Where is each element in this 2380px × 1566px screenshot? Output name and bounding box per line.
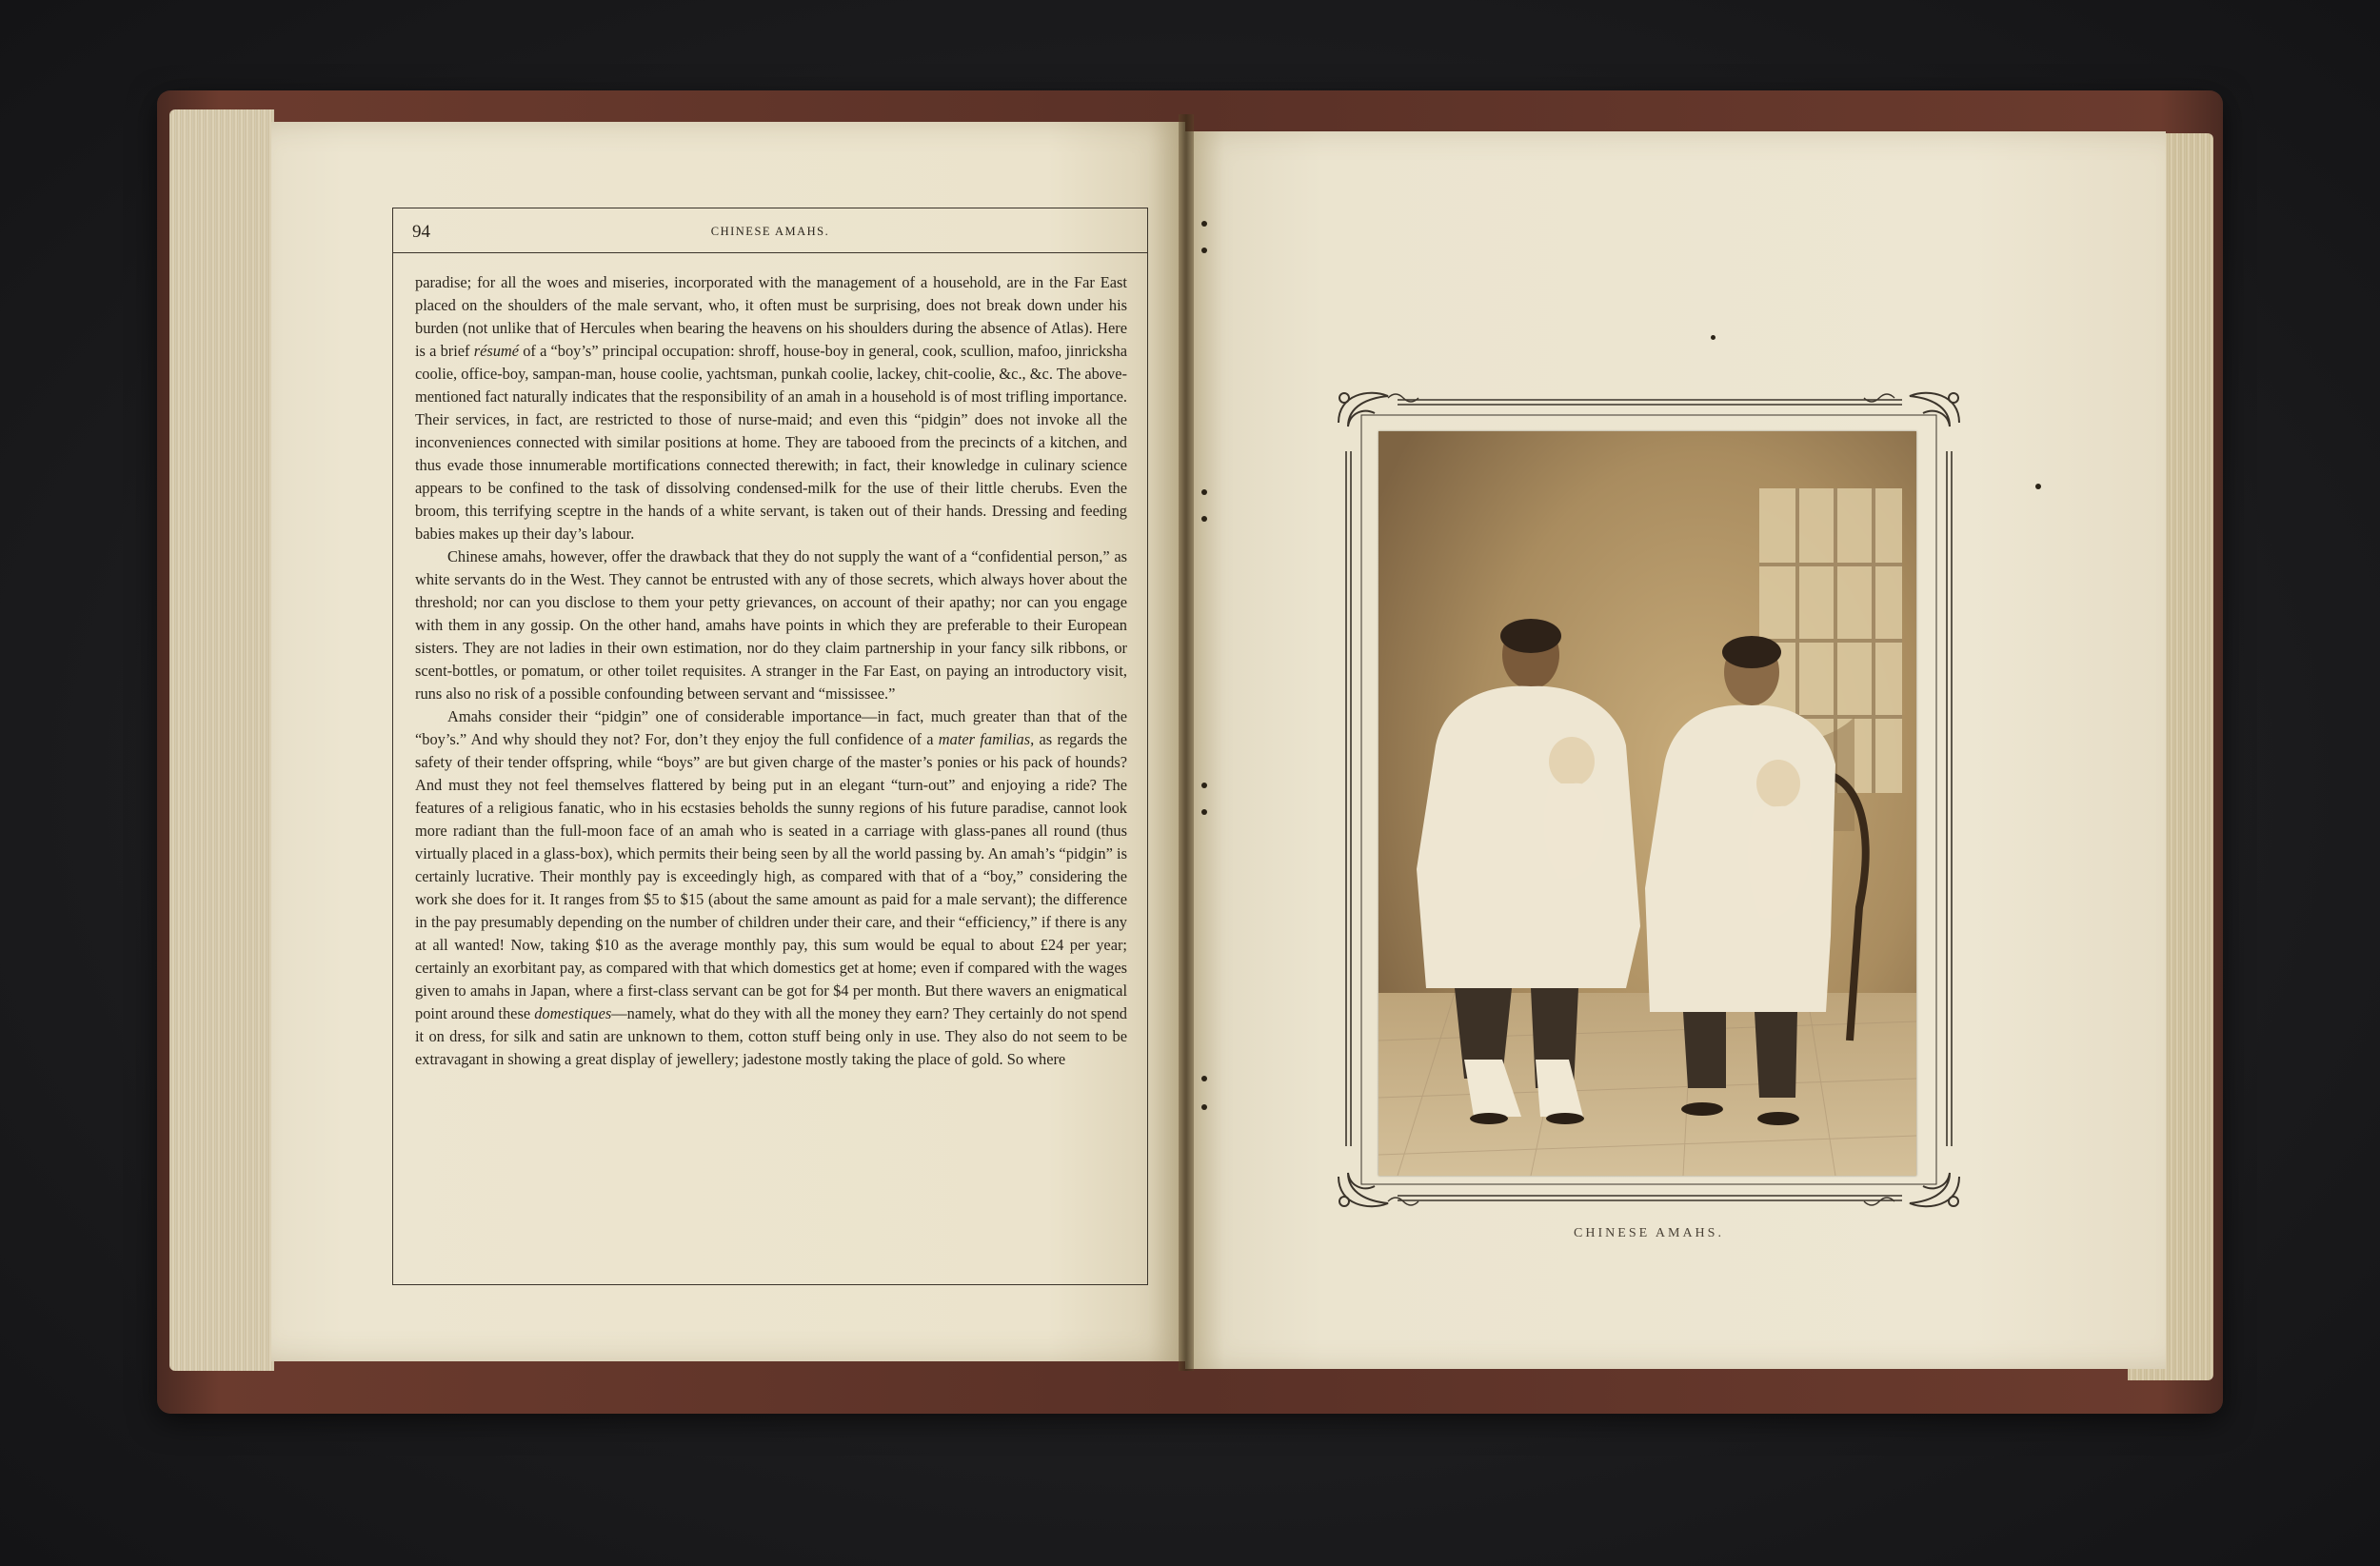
- stitch-hole: [1201, 221, 1207, 227]
- text-block-frame: [392, 208, 1148, 1285]
- text-run: of a “boy’s” principal occupation: shroff, house-boy in general, cook, scullion, mafoo, jinricksha coolie, office-boy, sampan-man, house coolie, yachtsman, punkah coolie, lackey, chit-coolie, &c., &c. The above-mentioned fact naturally indicates that the responsibility of an amah in a household is of most trifling importance. Their services, in fact, are restricted to those of nurse-maid; and even this “pidgin” does not invoke all the inconveniences connected with similar positions at home. They are tabooed from the precincts of a kitchen, and thus evade those innumerable mortifications connected therewith; in fact, their knowledge in culinary science appears to be confined to the task of dissolving condensed-milk for the use of their little cherubs. Even the broom, this terrifying sceptre in the hands of a white servant, is taken out of their hands. Dressing and feeding babies makes up their day’s labour.: [415, 342, 1127, 543]
- book-gutter: [1179, 114, 1194, 1371]
- body-paragraph: [415, 545, 1127, 705]
- text-run: as regards the safety of their tender offspring, while “boys” are but given charge of the master’s ponies or his pack of hounds? And must they not feel themselves flattered by being put in an elegant “turn-out” and enjoying a ride? The features of a religious fanatic, who in his ecstasies beholds the sunny regions of his future paradise, cannot look more radiant than the full-moon face of an amah who is seated in a carriage with glass-panes all round (thus virtually placed in a glass-box), which permits their being seen by all the world passing by. An amah’s “pidgin” is certainly lucrative. Their monthly pay is exceedingly high, as compared with that of a “boy,” considering the work she does for it. It ranges from $5 to $15 (about the same amount as paid for a male servant); the difference in the pay presumably depending on the number of children under their care, and their “efficiency,” if there is any at all wanted! Now, taking $10 as the average monthly pay, this sum would be equal to about £24 per year; certainly an exorbitant pay, as compared with that which domestics get at home; even if compared with the wages given to amahs in Japan, where a first-class servant can be got for $4 per month. But there wavers an enigmatical point around these: [415, 730, 1127, 1022]
- amahs-photograph: [1378, 431, 1916, 1176]
- body-text: [415, 271, 1127, 1071]
- stitch-hole: [1201, 1104, 1207, 1110]
- body-paragraph: [415, 271, 1127, 545]
- stitch-hole: [1201, 1076, 1207, 1081]
- text-run: —namely, what do they with all the money they earn? They certainly do not spend it on dress, for silk and satin are unknown to them, cotton stuff being only in use. They also do not seem to be extravagant in showing a great display of jewellery; jadestone mostly taking the place of gold. So where: [415, 1004, 1127, 1068]
- stitch-hole: [1201, 248, 1207, 253]
- italic-phrase: domestiques: [534, 1004, 612, 1022]
- text-run: Chinese amahs, however, offer the drawback that they do not supply the want of a “confidential person,” as white servants do in the West. They cannot be entrusted with any of those secrets, which always hover about the threshold; nor can you disclose to them your petty grievances, on account of their apathy; nor can you engage with them in any gossip. On the other hand, amahs have points in which they are preferable to their European sisters. They are not ladies in their own estimation, nor do they claim partnership in your fancy silk ribbons, or scent-bottles, or pomatum, or other toilet requisites. A stranger in the Far East, on paying an introductory visit, runs also no risk of a possible confounding between servant and “mississee.”: [415, 547, 1127, 703]
- italic-phrase: mater familias,: [938, 730, 1035, 748]
- text-run: Amahs consider their “pidgin” one of considerable importance—in fact, much greater than that of the “boy’s.” And why should they not? For, don’t they enjoy the full confidence of a: [415, 707, 1127, 748]
- body-paragraph: [415, 705, 1127, 1071]
- text-run: paradise; for all the woes and miseries, incorporated with the management of a household, are in the Far East placed on the shoulders of the male servant, who, it often must be surprising, does not break down under his burden (not unlike that of Hercules when bearing the heavens on his shoulders during the absence of Atlas). Here is a brief: [415, 273, 1127, 360]
- running-head: CHINESE AMAHS.: [710, 225, 830, 238]
- italic-phrase: résumé: [473, 342, 520, 360]
- stitch-hole: [1201, 516, 1207, 522]
- header-rule: [393, 252, 1147, 253]
- foxing-speck: [2035, 484, 2041, 489]
- left-page-edges: [169, 109, 274, 1371]
- plate-caption: CHINESE AMAHS.: [1574, 1226, 1724, 1240]
- stitch-hole: [1201, 783, 1207, 788]
- stitch-hole: [1201, 489, 1207, 495]
- stitch-hole: [1201, 809, 1207, 815]
- foxing-speck: [1711, 335, 1716, 340]
- page-number: 94: [412, 222, 430, 242]
- photo-scene-svg: [1378, 431, 1916, 1176]
